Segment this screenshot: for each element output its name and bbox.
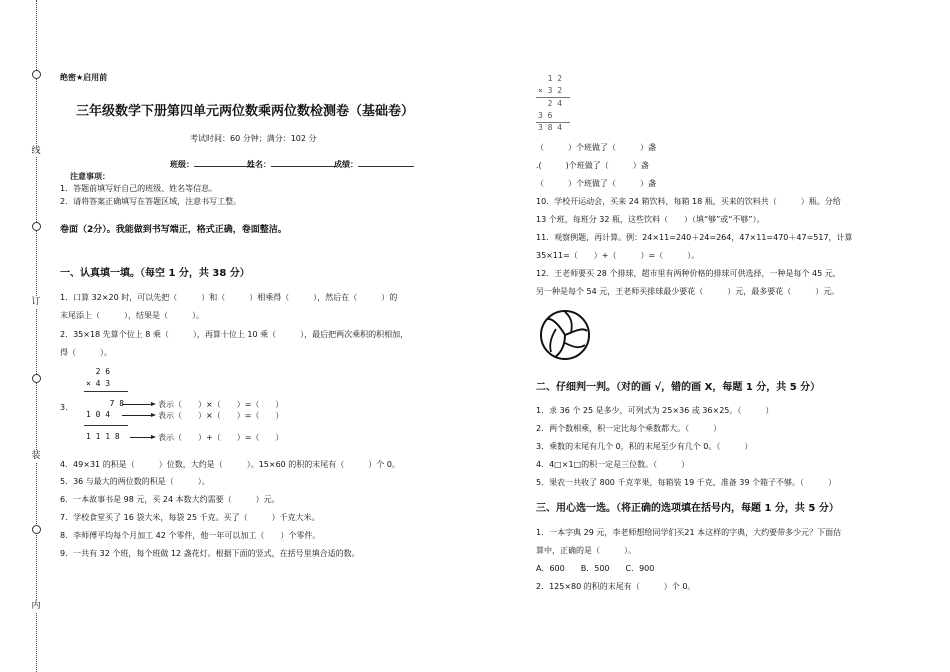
note-item: 1．答题前填写好自己的班级、姓名等信息。 xyxy=(60,184,218,193)
question-7: 7．学校食堂买了 16 袋大米，每袋 25 千克。买了（ ）千克大米。 xyxy=(60,513,320,522)
calc-line: × 4 3 xyxy=(86,379,111,388)
q9-row: （ ）个班做了（ ）盏 xyxy=(536,143,656,152)
name-label: 姓名： xyxy=(247,160,271,169)
class-blank[interactable] xyxy=(194,158,254,167)
notes-heading: 注意事项： xyxy=(70,172,110,181)
question-1: 1．口算 32×20 时，可以先把（ ）和（ ）相乘得（ ），然后在（ ）的 xyxy=(60,293,398,302)
score-field xyxy=(334,158,414,170)
binding-dotted-line xyxy=(36,0,37,672)
binding-hole xyxy=(32,70,41,79)
arrow-icon xyxy=(122,415,152,416)
question-12: 12．王老师要买 28 个排球，超市里有两种价格的排球可供选择，一种是每个 45 元， xyxy=(536,269,841,278)
calc-line: 1 1 1 8 xyxy=(86,432,120,441)
secret-label: 绝密★启用前 xyxy=(60,73,108,82)
question-10: 10．学校开运动会，买来 24 箱饮料，每箱 18 瓶，买来的饮料共（ ）瓶。分给 xyxy=(536,197,841,206)
arrow-icon xyxy=(130,437,152,438)
score-label: 成绩： xyxy=(334,160,358,169)
calc-meaning-row: 表示（ ）+（ ）=（ ） xyxy=(158,433,284,442)
arrow-icon xyxy=(122,404,152,405)
question-5: 5．36 与最大的两位数的积是（ ）。 xyxy=(60,477,210,486)
section3-title: 三、用心选一选。（将正确的选项填在括号内，每题 1 分，共 5 分） xyxy=(536,503,839,514)
note-item: 2．请将答案正确填写在答题区域，注意书写工整。 xyxy=(60,197,242,206)
section2-title: 二、仔细判一判。（对的画 √，错的画 X，每题 1 分，共 5 分） xyxy=(536,382,821,393)
calc-line: 1 0 4 xyxy=(86,410,111,419)
question-12-cont: 另一种是每个 54 元，王老师买排球最少要花（ ）元，最多要花（ ）元。 xyxy=(536,287,840,296)
judge-item: 2．两个数相乘，积一定比每个乘数都大。（ ） xyxy=(536,424,722,433)
q9-row: （ ）个班做了（ ）盏 xyxy=(536,179,656,188)
calc-line: 1 2 xyxy=(538,74,563,83)
question-1-cont: 末尾添上（ ），结果是（ ）。 xyxy=(60,311,204,320)
margin-label-inner: 内 xyxy=(31,601,41,611)
judge-item: 3．乘数的末尾有几个 0，积的末尾至少有几个 0。（ ） xyxy=(536,442,753,451)
question-11-cont: 35×11=（ ）+（ ）=（ ）。 xyxy=(536,251,700,260)
question-3-number: 3. xyxy=(60,403,68,412)
calc-line: 2 4 xyxy=(538,99,563,108)
calc-meaning-row: 表示（ ）×（ ）=（ ） xyxy=(158,400,284,409)
choice-question-2: 2．125×80 的积的末尾有（ ）个 0。 xyxy=(536,582,696,591)
q9-row: .( )个班做了（ ）盏 xyxy=(536,161,649,170)
page-title: 三年级数学下册第四单元两位数乘两位数检测卷（基础卷） xyxy=(76,104,415,119)
class-field xyxy=(170,158,254,170)
calc-line: 3 6 xyxy=(538,111,553,120)
neatness-line: 卷面（2分）。我能做到书写端正，格式正确，卷面整洁。 xyxy=(60,225,287,235)
margin-label-pack: 装 xyxy=(31,451,41,461)
judge-item: 4．4□×1□的积一定是三位数。（ ） xyxy=(536,460,690,469)
class-label: 班级： xyxy=(170,160,194,169)
name-blank[interactable] xyxy=(271,158,337,167)
calc-line: 7 8 xyxy=(100,399,125,408)
question-2-cont: 得（ ）。 xyxy=(60,348,112,357)
binding-hole xyxy=(32,222,41,231)
binding-hole xyxy=(32,525,41,534)
score-blank[interactable] xyxy=(358,158,414,167)
calc-line: × 3 2 xyxy=(538,86,563,95)
section1-title: 一、认真填一填。（每空 1 分，共 38 分） xyxy=(60,268,250,279)
name-field xyxy=(247,158,337,170)
calc-rule xyxy=(84,425,128,426)
margin-label-line: 线 xyxy=(31,146,41,156)
binding-hole xyxy=(32,374,41,383)
question-10-cont: 13 个班，每班分 32 瓶，这些饮料（ ）（填“够”或“不够”）。 xyxy=(536,215,765,224)
question-2: 2．35×18 先算个位上 8 乘（ ），再算十位上 10 乘（ ），最后把两次乘积的积相加， xyxy=(60,330,409,339)
question-6: 6．一本故事书是 98 元，买 24 本数大约需要（ ）元。 xyxy=(60,495,280,504)
calc-line: 3 8 4 xyxy=(538,123,563,132)
margin-label-bind: 订 xyxy=(31,297,41,307)
question-11: 11．观察例题，再计算。例：24×11=240＋24=264，47×11=470＋47=517，计算 xyxy=(536,233,853,242)
judge-item: 1．求 36 个 25 是多少，可列式为 25×36 或 36×25。（ ） xyxy=(536,406,774,415)
binding-margin xyxy=(0,0,48,672)
question-4: 4．49×31 的积是（ ）位数，大约是（ ）。15×60 的积的末尾有（ ）个 0。 xyxy=(60,460,400,469)
choice-question-1: 1．一本字典 29 元，李老师想给同学们买21 本这样的字典，大约要带多少元？下面估 xyxy=(536,528,842,537)
judge-item: 5．果农一共收了 800 千克苹果，每箱装 19 千克，准备 39 个箱子不够。（ ） xyxy=(536,478,836,487)
choice-options: A．600 B．500 C．900 xyxy=(536,564,655,573)
calc-rule xyxy=(84,391,128,392)
volleyball-icon xyxy=(539,309,591,361)
calc-line: 2 6 xyxy=(86,367,111,376)
choice-question-1-cont: 算中，正确的是（ ）。 xyxy=(536,546,636,555)
calc-meaning-row: 表示（ ）×（ ）=（ ） xyxy=(158,411,284,420)
question-8: 8．李师傅平均每个月加工 42 个零件，他一年可以加工（ ）个零件。 xyxy=(60,531,321,540)
exam-info: 考试时间：60 分钟；满分：102 分 xyxy=(190,134,317,143)
question-9: 9．一共有 32 个班，每个班做 12 盏花灯。根据下面的竖式，在括号里填合适的数。 xyxy=(60,549,360,558)
